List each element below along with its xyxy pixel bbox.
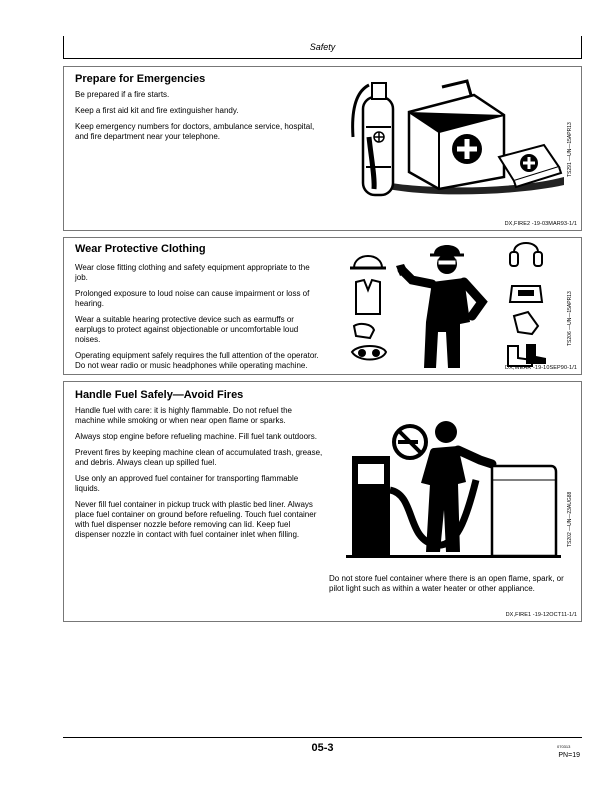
running-head: Safety bbox=[309, 42, 336, 52]
section-title: Prepare for Emergencies bbox=[75, 73, 206, 85]
protective-clothing-illustration bbox=[342, 242, 547, 370]
doc-ref: DX,WEAR -19-10SEP90-1/1 bbox=[505, 365, 577, 371]
section-handle-fuel-safely bbox=[63, 381, 582, 622]
paragraph: Be prepared if a fire starts. bbox=[75, 90, 170, 99]
side-paragraph: Do not store fuel container where there is an open flame, spark, or pilot light such as within a water heater or other appliance. bbox=[329, 574, 564, 593]
fire-extinguisher-first-aid-illustration bbox=[339, 77, 569, 202]
paragraph: Wear close fitting clothing and safety equipment appropriate to the job. bbox=[75, 263, 310, 282]
paragraph: Never fill fuel container in pickup truck with plastic bed liner. Always place fuel container on ground before refueling. Touch fuel container with fuel dispenser nozzle before removing can lid. Keep fuel dispenser nozzle in contact with fuel container inlet when filling. bbox=[75, 500, 317, 539]
section-body bbox=[75, 90, 327, 148]
section-wear-protective-clothing bbox=[63, 237, 582, 375]
footer-pn: PN=19 bbox=[558, 752, 580, 759]
section-prepare-for-emergencies bbox=[63, 66, 582, 231]
section-title: Wear Protective Clothing bbox=[75, 243, 206, 255]
paragraph: Use only an approved fuel container for transporting flammable liquids. bbox=[75, 474, 299, 493]
paragraph: Always stop engine before refueling machine. Fill fuel tank outdoors. bbox=[75, 432, 317, 441]
header-rule bbox=[63, 58, 582, 59]
page-number: 05-3 bbox=[311, 742, 334, 754]
section-body bbox=[75, 263, 320, 377]
figure-id: TS202 —UN—23AUG88 bbox=[567, 491, 573, 547]
section-title: Handle Fuel Safely—Avoid Fires bbox=[75, 389, 244, 401]
paragraph: Operating equipment safely requires the full attention of the operator. Do not wear radio or music headphones while operating machine. bbox=[75, 351, 319, 370]
paragraph: Prolonged exposure to loud noise can cause impairment or loss of hearing. bbox=[75, 289, 310, 308]
doc-ref: DX,FIRE2 -19-03MAR93-1/1 bbox=[504, 221, 577, 227]
footer-code: 070313 bbox=[557, 744, 571, 749]
paragraph: Keep a first aid kit and fire extinguisher handy. bbox=[75, 106, 239, 115]
doc-ref: DX,FIRE1 -19-12OCT11-1/1 bbox=[505, 612, 577, 618]
paragraph: Prevent fires by keeping machine clean of accumulated trash, grease, and debris. Always clean up spilled fuel. bbox=[75, 448, 323, 467]
figure-id: TS206 —UN—15APR13 bbox=[567, 291, 573, 346]
refueling-illustration bbox=[346, 420, 561, 560]
footer-rule bbox=[63, 737, 582, 738]
paragraph: Wear a suitable hearing protective device such as earmuffs or earplugs to protect against objectionable or uncomfortable loud noises. bbox=[75, 315, 299, 344]
figure-id: TS291 —UN—15APR13 bbox=[567, 122, 573, 177]
paragraph: Keep emergency numbers for doctors, ambulance service, hospital, and fire department near your telephone. bbox=[75, 122, 315, 141]
section-body bbox=[75, 406, 323, 546]
paragraph: Handle fuel with care: it is highly flammable. Do not refuel the machine while smoking or when near open flame or sparks. bbox=[75, 406, 292, 425]
